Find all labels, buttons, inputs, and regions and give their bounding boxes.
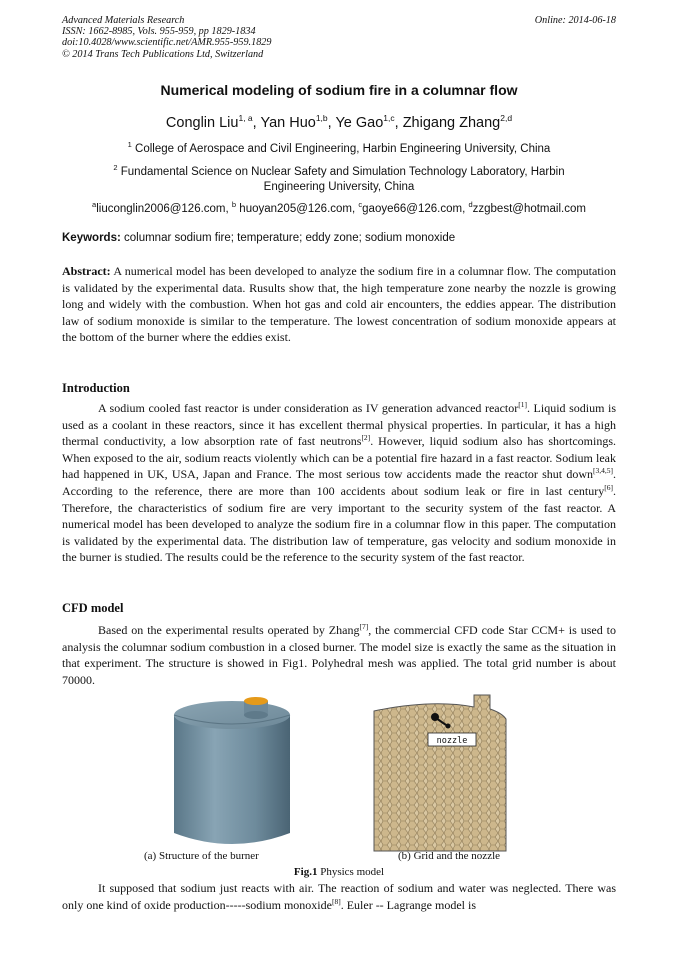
author-name: Yan Huo xyxy=(260,115,316,131)
author-sup: 1,c xyxy=(383,113,395,123)
email: huoyan205@126.com, xyxy=(239,203,356,215)
author-sup: 1,b xyxy=(315,113,328,123)
burner-structure-image xyxy=(162,693,332,851)
journal-header xyxy=(62,15,271,60)
copyright: © 2014 Trans Tech Publications Ltd, Switzerland xyxy=(62,48,264,60)
figure-caption: Fig.1 Physics model xyxy=(293,866,385,878)
author-sup: 1, a xyxy=(238,113,253,123)
email: liuconglin2006@126.com, xyxy=(96,203,229,215)
affiliation-2: $^2$ Fundamental Science on Nuclear Safety and Simulation Technology Laboratory, Harbin Engineering University, China xyxy=(113,163,565,193)
section-heading-cfd-model: CFD model xyxy=(62,601,124,615)
author-sup: 2,d xyxy=(500,113,513,123)
cfd-paragraph: Based on the experimental results operated by Zhang[7], the commercial CFD code Star CCM+ is used to analysis the columnar sodium combustion in a closed burner. The model size is exactly the same as the situation in that experiment. The structure is showed in Fig1. Polyhedral mesh was applied. The total grid number is about 70000. xyxy=(62,622,616,687)
section-heading-introduction: Introduction xyxy=(62,381,130,395)
doi: doi:10.4028/www.scientific.net/AMR.955-959.1829 xyxy=(62,37,272,49)
paper-title: Numerical modeling of sodium fire in a columnar flow xyxy=(160,82,518,98)
figure-1 xyxy=(62,693,616,862)
caption-b: (b) Grid and the nozzle xyxy=(398,850,501,862)
email-list: $^a$liuconglin2006@126.com, $^b$ huoyan205@126.com, $^c$gaoye66@126.com, $^d$zzgbest@hotmail.com xyxy=(92,200,586,215)
affiliation-1: $^1$ College of Aerospace and Civil Engineering, Harbin Engineering University, China xyxy=(127,140,551,155)
author-name: Zhigang Zhang xyxy=(402,115,501,131)
caption-a: (a) Structure of the burner xyxy=(144,850,259,862)
author-name: Conglin Liu xyxy=(165,115,239,131)
nozzle-label: nozzle xyxy=(436,736,468,746)
issn: ISSN: 1662-8985, Vols. 955-959, pp 1829-1834 xyxy=(62,26,256,38)
keywords: Keywords: columnar sodium fire; temperature; eddy zone; sodium monoxide xyxy=(62,232,456,244)
email: gaoye66@126.com, xyxy=(362,203,466,215)
abstract: Abstract: A numerical model has been developed to analyze the sodium fire in a columnar flow. The computation is validated by the experimental data. Rusults show that, the high temperature zone nearby the nozzle is growing long and widely with the combustion. When hot gas and cold air encounters, the eddies appear. The distribution law of sodium monoxide is similar to the temperature. The lowest concentration of sodium monoxide appears at the bottom of the burner where the eddies exist. xyxy=(62,264,616,345)
online-date: Online: 2014-06-18 xyxy=(534,15,616,26)
abstract-label: Abstract: xyxy=(62,264,111,278)
introduction-paragraph: A sodium cooled fast reactor is under consideration as IV generation advanced reactor[1]. Liquid sodium is used as a coolant in these reactors, since it has excellent thermal physical properties. In particular, it has a high thermal conductivity, a low absorption rate of fast neutrons[2]. However, liquid sodium also has shortcomings. When exposed to the air, sodium reacts violently which can be a potential fire hazard in a fast reactor. Sodium leak had happened in UK, USA, Japan and France. The most serious tow accidents made the reactor shut down[3,4,5]. According to the reference, there are more than 100 accidents about sodium leak or fire in last century[6]. Therefore, the characteristics of sodium fire are very important to the security system of the fast reactor. A numerical model has been developed to analyze the sodium fire in a columnar flow in this paper. The computation is validated by the experimental data. The distribution law of temperature, gas velocity and sodium monoxide in the burner is studied. The results could be the reference to the security system of the fast reactor. xyxy=(62,400,616,565)
author-name: Ye Gao xyxy=(335,115,384,131)
reaction-paragraph: It supposed that sodium just reacts with air. The reaction of sodium and water was neglected. There was only one kind of oxide production-----sodium monoxide[8]. Euler -- Lagrange model is xyxy=(62,881,616,912)
author-list: Conglin Liu$^{1, a}$, Yan Huo$^{1,b}$, Ye Gao$^{1,c}$, Zhigang Zhang$^{2,d}$ xyxy=(165,113,513,131)
journal-name: Advanced Materials Research xyxy=(62,15,185,26)
grid-nozzle-image xyxy=(372,693,532,853)
email: zzgbest@hotmail.com xyxy=(472,203,586,215)
